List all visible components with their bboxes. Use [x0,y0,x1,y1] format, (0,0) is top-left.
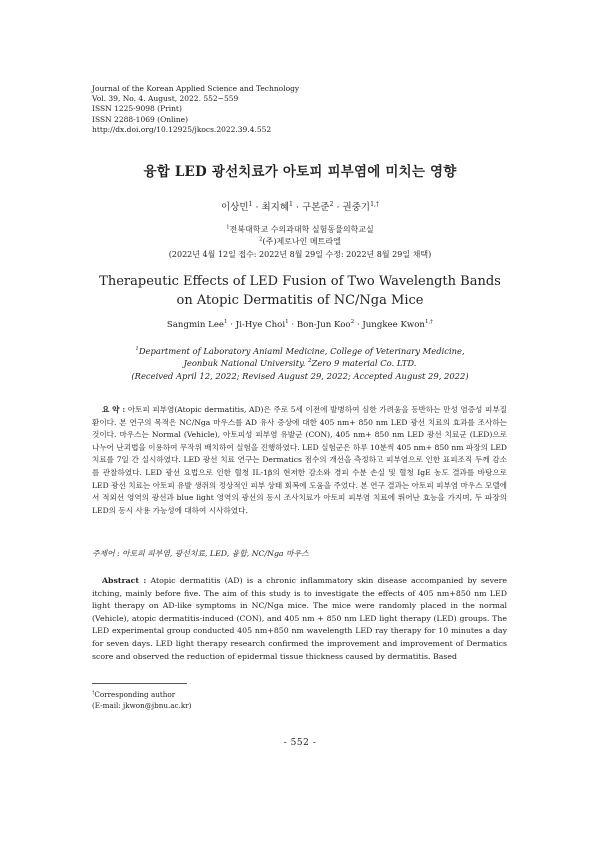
dagger-mark: † [92,690,95,696]
korean-abstract-text: 아토피 피부염(Atopic dermatitis, AD)은 주로 5세 이전에 발병하여 심한 가려움을 동반하는 만성 염증성 피부질환이다. 본 연구의 목적은 NC/Nga 마우스를 AD 유사 증상에 대한 405 nm+ 850 nm LED 광선 치료의 효과를 조사하는 것이다. 마우스는 Normal (Vehicle), 아토피성 피부염 유발군 (CON), 405 nm+ 850 nm LED 광선 치료군 (LED)으로 나누어 난괴법을 이용하여 무작위 배치하여 실험을 진행하였다. LED 실험군은 하루 10분씩 405 nm+ 850 nm 파장의 LED 치료를 7일 간 실시하였다. LED 광선 치료 연구는 Dermatics 점수의 개선을 측정하고 피부염으로 인한 표피조직 두께 감소를 관찰하였다. LED 광선 요법으로 인한 혈청 IL-1β의 현저한 감소와 경피 수분 손실 및 혈청 IgE 농도 결과를 바탕으로 LED 광선 치료는 아토피 유발 생쥐의 정상적인 피부 상태 회복에 도움을 주었다. 본 연구 결과는 아토피 피부염 마우스 모델에서 적외선 영역의 광선과 blue light 영역의 광선의 동시 조사치료가 아토피 피부염 치료에 뛰어난 효능을 가지며, 두 파장의 LED의 동시 사용 가능성에 대하여 시사하였다. [92,405,507,515]
journal-name: Journal of the Korean Applied Science and Technology [92,84,300,93]
affiliation-sup: 2 [308,358,312,365]
corresponding-email[interactable]: (E-mail: jkwon@jbnu.ac.kr) [92,701,192,710]
korean-affiliation-1 [0,224,600,236]
english-authors [0,320,600,330]
author-sup: 2 [329,200,334,208]
doi-link[interactable]: http://dx.doi.org/10.12925/jkocs.2022.39.4.552 [92,124,272,134]
english-abstract-text: Atopic dermatitis (AD) is a chronic inflammatory skin disease accompanied by severe itching, mainly before five. The aim of this study is to investigate the effects of 405 nm+850 nm LED light therapy on AD-like symptoms in NC/Nga mice. The mice were randomly placed in the normal (Vehicle), atopic dermatitis-induced (CON), and 405 nm + 850 nm LED light therapy (LED) groups. The LED experimental group conducted 405 nm+850 nm wavelength LED ray therapy for 10 minutes a day for seven days. LED light therapy research confirmed the improvement and improvement of Dermatics score and observed the reduction of epidermal tissue thickness caused by dermatitis. Based [92,576,507,661]
affiliation-text: 전북대학교 수의과대학 실험동물의학교실 [229,225,374,234]
author-separator: · [354,320,363,330]
author-sup: 1 [248,200,253,208]
korean-abstract-label: 요 약 : [102,405,126,414]
english-abstract [92,575,507,663]
journal-volume: Vol. 39, No. 4. August, 2022. 552~559 [92,94,239,104]
author-name: Ji-Hye Choi [235,320,286,330]
english-title-line-2: on Atopic Dermatitis of NC/Nga Mice [176,293,424,308]
english-title [0,272,600,310]
corresponding-author [92,689,191,700]
korean-title: 융합 LED 광선치료가 아토피 피부염에 미치는 영향 [143,164,457,180]
author-name: 구본준 [302,202,330,213]
author-sup: 1,† [424,319,434,326]
affiliation-text: Jeonbuk National University. [183,358,309,369]
english-affiliations [0,345,600,382]
author-separator: · [333,202,343,213]
affiliation-sup: 1 [135,346,139,353]
english-title-line-1: Therapeutic Effects of LED Fusion of Two Wavelength Bands [99,274,501,289]
author-separator: · [252,202,262,213]
english-affiliation-line-2 [0,357,600,369]
author-sup: 1 [224,319,228,326]
author-separator: · [227,320,236,330]
author-separator: · [288,320,297,330]
korean-keywords: 주제어 : 아토피 피부염, 광선치료, LED, 융합, NC/Nga 마우스 [92,549,309,558]
author-sup: 1 [289,200,293,208]
corresponding-label: Corresponding author [94,690,176,699]
korean-abstract [92,404,507,517]
korean-affiliation-2 [0,236,600,248]
author-sup: 1,† [370,200,380,208]
affiliation-text: Department of Laboratory Aniaml Medicine, College of Veterinary Medicine, [138,346,465,356]
english-dates: (Received April 12, 2022; Revised August 29, 2022; Accepted August 29, 2022) [131,370,469,381]
author-name: Jungkee Kwon [362,320,425,330]
author-name: Sangmin Lee [166,320,225,330]
korean-dates: (2022년 4월 12일 접수: 2022년 8월 29일 수정: 2022년 8월 29일 채택) [168,249,432,259]
english-abstract-label: Abstract : [102,576,147,585]
footnote [92,689,191,711]
author-name: 최지혜 [261,202,290,213]
author-name: 권중기 [342,202,371,213]
korean-affiliations [0,224,600,261]
affiliation-text: Zero 9 material Co. LTD. [311,358,417,369]
page-number: - 552 - [283,738,317,748]
author-separator: · [292,202,303,213]
issn-online: ISSN 2288-1069 (Online) [92,114,189,124]
affiliation-sup: 1 [226,224,230,231]
affiliation-sup: 2 [259,236,263,243]
author-name: Bon-Jun Koo [296,320,351,330]
footnote-divider [92,683,187,684]
author-sup: 2 [350,319,355,326]
affiliation-text: (주)제로나인 메트라엘 [262,237,341,247]
english-affiliation-line-1 [0,345,600,357]
issn-print: ISSN 1225-9098 (Print) [92,104,182,114]
korean-authors [0,199,600,213]
author-name: 이상민 [220,202,249,213]
journal-header [92,84,299,135]
author-sup: 1 [285,319,289,326]
